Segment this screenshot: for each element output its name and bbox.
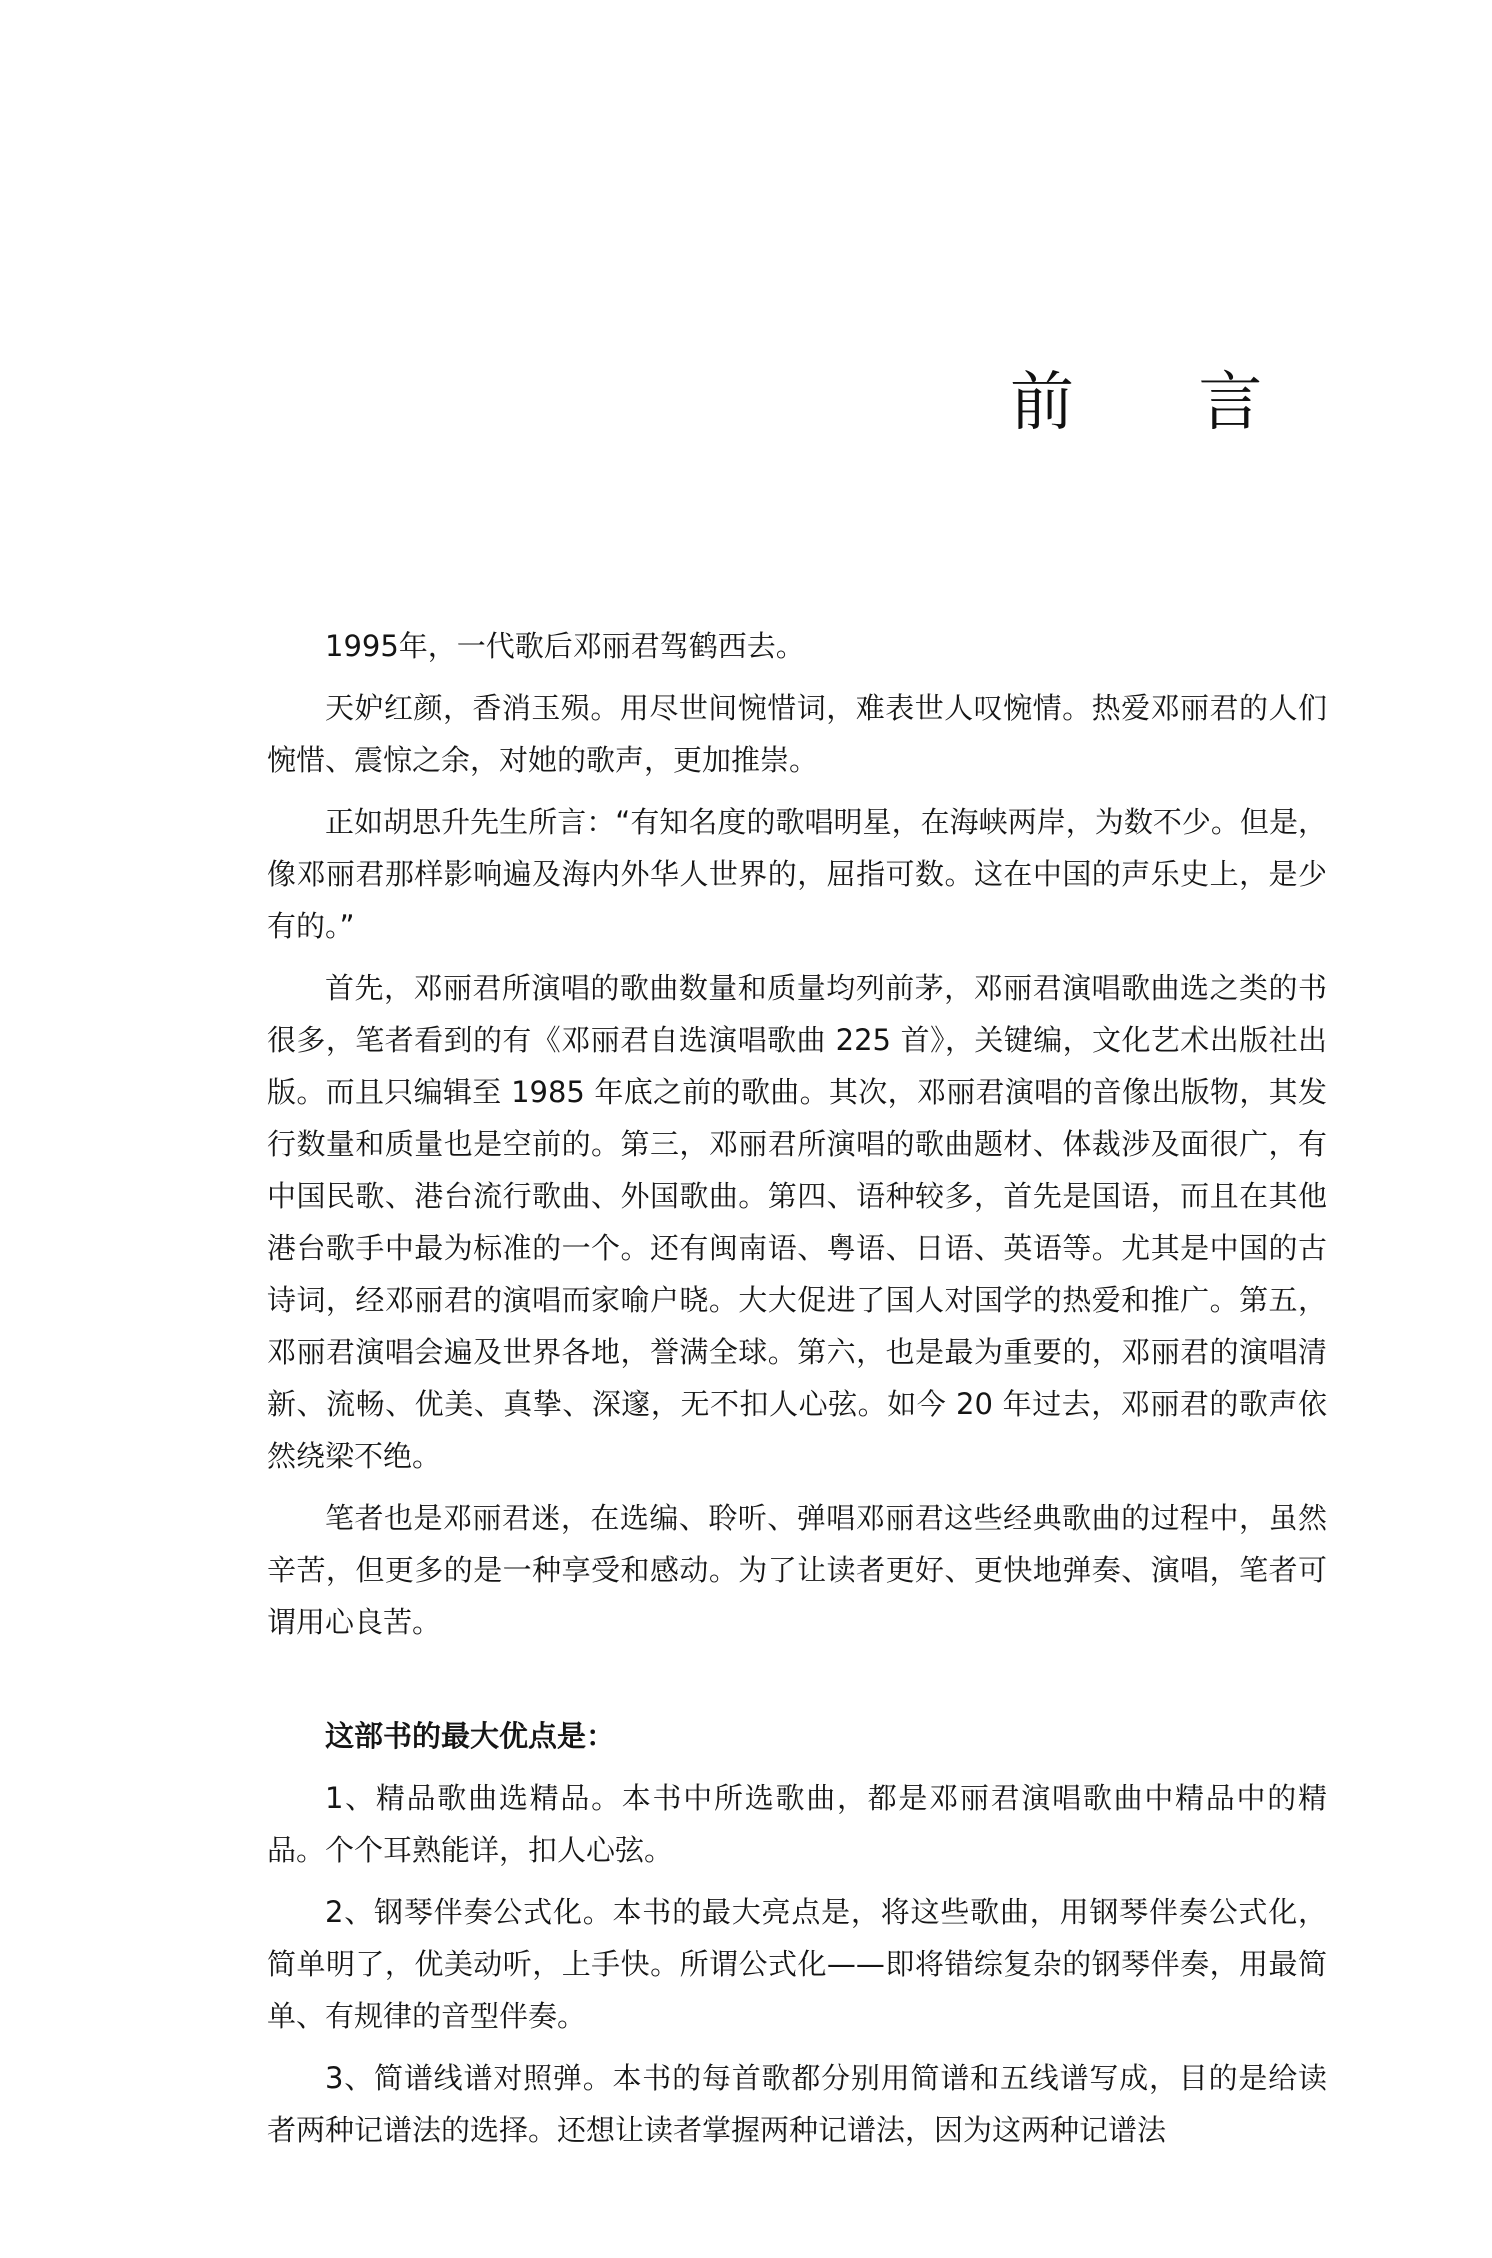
- paragraph-intro-4: 首先，邓丽君所演唱的歌曲数量和质量均列前茅，邓丽君演唱歌曲选之类的书很多，笔者看到的有《邓丽君自选演唱歌曲 225 首》，关键编，文化艺术出版社出版。而且只编辑至 1985 年底之前的歌曲。其次，邓丽君演唱的音像出版物，其发行数量和质量也是空前的。第三，邓丽君所演唱的歌曲题材、体裁涉及面很广，有中国民歌、港台流行歌曲、外国歌曲。第四、语种较多，首先是国语，而且在其他港台歌手中最为标准的一个。还有闽南语、粤语、日语、英语等。尤其是中国的古诗词，经邓丽君的演唱而家喻户晓。大大促进了国人对国学的热爱和推广。第五，邓丽君演唱会遍及世界各地，誉满全球。第六，也是最为重要的，邓丽君的演唱清新、流畅、优美、真挚、深邃，无不扣人心弦。如今 20 年过去，邓丽君的歌声依然绕梁不绝。: [267, 971, 1327, 1473]
- page-title: 前 言: [1010, 366, 1315, 440]
- paragraph-intro-2: 天妒红颜，香消玉殒。用尽世间惋惜词，难表世人叹惋情。热爱邓丽君的人们惋惜、震惊之余，对她的歌声，更加推崇。: [267, 691, 1327, 777]
- paragraph-intro-5: 笔者也是邓丽君迷，在选编、聆听、弹唱邓丽君这些经典歌曲的过程中，虽然辛苦，但更多的是一种享受和感动。为了让读者更好、更快地弹奏、演唱，笔者可谓用心良苦。: [267, 1501, 1327, 1639]
- paragraph-intro-3: 正如胡思升先生所言：“有知名度的歌唱明星，在海峡两岸，为数不少。但是，像邓丽君那样影响遍及海内外华人世界的，屈指可数。这在中国的声乐史上，是少有的。”: [267, 805, 1327, 943]
- paragraph-advantage-2: 2、钢琴伴奏公式化。本书的最大亮点是，将这些歌曲，用钢琴伴奏公式化，简单明了，优美动听，上手快。所谓公式化——即将错综复杂的钢琴伴奏，用最简单、有规律的音型伴奏。: [267, 1895, 1327, 2033]
- paragraph-advantage-1: 1、精品歌曲选精品。本书中所选歌曲，都是邓丽君演唱歌曲中精品中的精品。个个耳熟能详，扣人心弦。: [267, 1781, 1327, 1867]
- section-heading: 这部书的最大优点是：: [325, 1719, 616, 1753]
- paragraph-advantage-3: 3、简谱线谱对照弹。本书的每首歌都分别用简谱和五线谱写成，目的是给读者两种记谱法的选择。还想让读者掌握两种记谱法，因为这两种记谱法: [267, 2061, 1327, 2147]
- preface-body: [267, 620, 1327, 2156]
- paragraph-intro-1: 1995年，一代歌后邓丽君驾鹤西去。: [325, 629, 805, 663]
